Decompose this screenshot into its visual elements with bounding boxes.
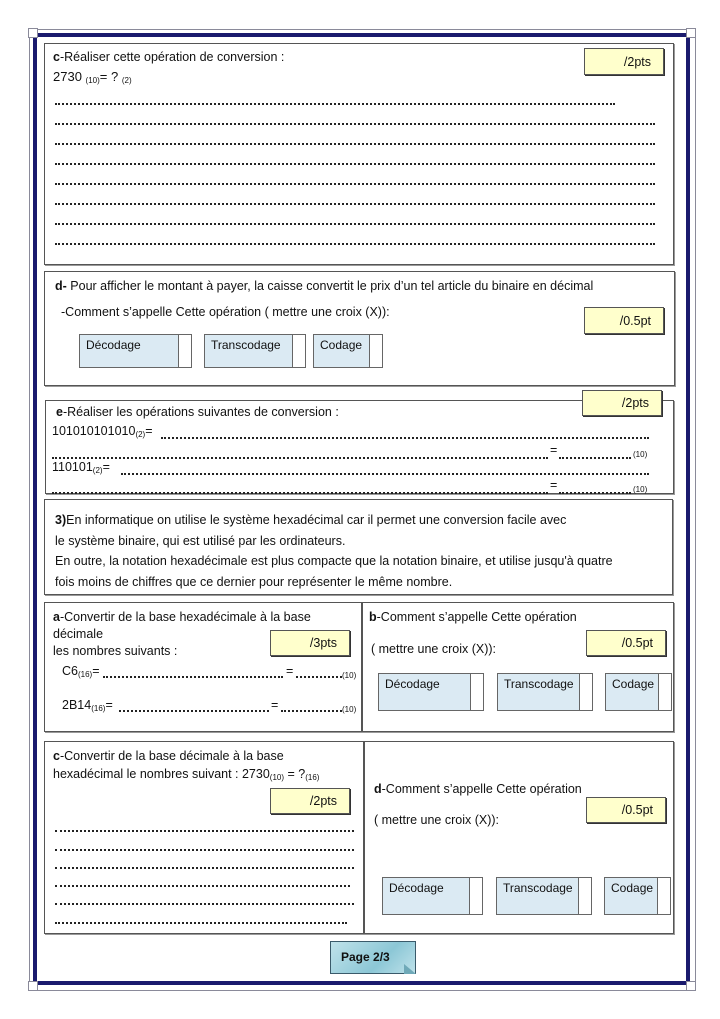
- intro-line: le système binaire, qui est utilisé par les ordinateurs.: [55, 534, 346, 548]
- answer-line[interactable]: [55, 847, 354, 851]
- result-line[interactable]: [559, 490, 631, 494]
- answer-line[interactable]: [55, 883, 350, 887]
- page-number: Page 2/3: [341, 950, 390, 964]
- result-base: (10): [342, 705, 357, 714]
- checkbox[interactable]: [178, 335, 191, 367]
- intro-line: En outre, la notation hexadécimale est plus compacte que la notation binaire, et utilise jusqu'à quatre: [55, 554, 613, 568]
- choice-codage[interactable]: Codage: [604, 877, 671, 915]
- border-corner: [28, 28, 38, 38]
- equals: =: [286, 664, 294, 678]
- choice-decodage[interactable]: Décodage: [382, 877, 483, 915]
- section-d-title: d- Pour afficher le montant à payer, la caisse convertit le prix d’un tel article du binaire en décimal: [55, 279, 594, 293]
- checkbox[interactable]: [658, 674, 671, 710]
- section-3c-expression: hexadécimal le nombres suivant : $2730_{(10)}$ = $?_{(16)}$: [53, 767, 320, 782]
- choice-transcodage[interactable]: Transcodage: [496, 877, 592, 915]
- points-box: /0.5pt: [584, 307, 664, 334]
- section-3d-operation-name: [364, 741, 674, 934]
- section-3b-operation-name: [362, 602, 674, 732]
- checkbox[interactable]: [578, 878, 591, 914]
- hex-number-1: $C6_{(16)}=$: [62, 664, 100, 679]
- equals: =: [271, 698, 279, 712]
- section-c-title: c-Réaliser cette opération de conversion :: [53, 50, 285, 64]
- section-c-expression: 2730 $_{(10)}$= ? $_{(2)}$: [53, 69, 132, 85]
- intro-line: 3)En informatique on utilise le système hexadécimal car il permet une conversion facile avec: [55, 513, 567, 527]
- section-d-operation-name: [44, 271, 675, 386]
- section-3a-hex-to-decimal: [44, 602, 362, 732]
- result-base: (10): [633, 450, 648, 459]
- answer-line[interactable]: [121, 471, 649, 475]
- result-base: (10): [633, 485, 648, 494]
- result-1: =: [550, 443, 558, 457]
- answer-line[interactable]: [55, 161, 655, 165]
- section-c-conversion: [44, 43, 674, 265]
- result-line[interactable]: [296, 674, 342, 678]
- choice-codage[interactable]: Codage: [605, 673, 672, 711]
- binary-number-2: $110101_{(2)}=$: [52, 460, 110, 475]
- answer-line[interactable]: [55, 181, 655, 185]
- section-3b-title: b-Comment s’appelle Cette opération: [369, 610, 577, 624]
- points-box: /2pts: [270, 788, 350, 814]
- hex-number-2: $2B14_{(16)}=$: [62, 698, 113, 713]
- points-box: /3pts: [270, 630, 350, 656]
- answer-line[interactable]: [55, 141, 655, 145]
- answer-line[interactable]: [55, 121, 655, 125]
- intro-line: fois moins de chiffres que ce dernier pour représenter le même nombre.: [55, 575, 453, 589]
- points-box: /2pts: [584, 48, 664, 75]
- points-box: /0.5pt: [586, 630, 666, 656]
- section-e-conversions: [45, 400, 674, 494]
- choice-transcodage[interactable]: Transcodage: [497, 673, 593, 711]
- section-3d-question: ( mettre une croix (X)):: [374, 813, 500, 827]
- answer-line[interactable]: [103, 674, 283, 678]
- section-e-title: e-Réaliser les opérations suivantes de conversion :: [56, 405, 339, 419]
- choice-decodage[interactable]: Décodage: [79, 334, 192, 368]
- border-corner: [686, 981, 696, 991]
- answer-line[interactable]: [119, 708, 269, 712]
- answer-line[interactable]: [55, 901, 354, 905]
- section-3a-title: a-Convertir de la base hexadécimale à la base: [53, 610, 311, 624]
- checkbox[interactable]: [469, 878, 482, 914]
- points-box: /0.5pt: [586, 797, 666, 823]
- checkbox[interactable]: [579, 674, 592, 710]
- border-corner: [686, 28, 696, 38]
- answer-line[interactable]: [52, 455, 548, 459]
- checkbox[interactable]: [369, 335, 382, 367]
- border-corner: [28, 981, 38, 991]
- answer-line[interactable]: [55, 221, 655, 225]
- section-3d-title: d-Comment s’appelle Cette opération: [374, 782, 582, 796]
- section-3c-decimal-to-hex: [44, 741, 364, 934]
- answer-line[interactable]: [55, 101, 615, 105]
- section-d-question: -Comment s’appelle Cette opération ( mettre une croix (X)):: [61, 305, 390, 319]
- checkbox[interactable]: [292, 335, 305, 367]
- section-3a-title-cont: décimale: [53, 627, 104, 641]
- checkbox[interactable]: [470, 674, 483, 710]
- section-3b-question: ( mettre une croix (X)):: [371, 642, 497, 656]
- page-curl-icon: [404, 964, 416, 974]
- binary-number-1: $101010101010_{(2)}=$: [52, 424, 153, 439]
- page-number-badge: [330, 941, 416, 974]
- answer-line[interactable]: [55, 241, 655, 245]
- answer-line[interactable]: [55, 865, 354, 869]
- choice-decodage[interactable]: Décodage: [378, 673, 484, 711]
- section-3c-title: c-Convertir de la base décimale à la base: [53, 749, 284, 763]
- answer-line[interactable]: [52, 490, 548, 494]
- result-line[interactable]: [559, 455, 631, 459]
- checkbox[interactable]: [657, 878, 670, 914]
- points-box: /2pts: [582, 390, 662, 416]
- answer-line[interactable]: [161, 435, 649, 439]
- choice-codage[interactable]: Codage: [313, 334, 383, 368]
- result-2: =: [550, 478, 558, 492]
- answer-line[interactable]: [55, 920, 347, 924]
- section-3a-title-cont: les nombres suivants :: [53, 644, 178, 658]
- section-3-intro: [44, 499, 673, 595]
- answer-line[interactable]: [55, 828, 354, 832]
- result-base: (10): [342, 671, 357, 680]
- answer-line[interactable]: [55, 201, 655, 205]
- choice-transcodage[interactable]: Transcodage: [204, 334, 306, 368]
- result-line[interactable]: [281, 708, 342, 712]
